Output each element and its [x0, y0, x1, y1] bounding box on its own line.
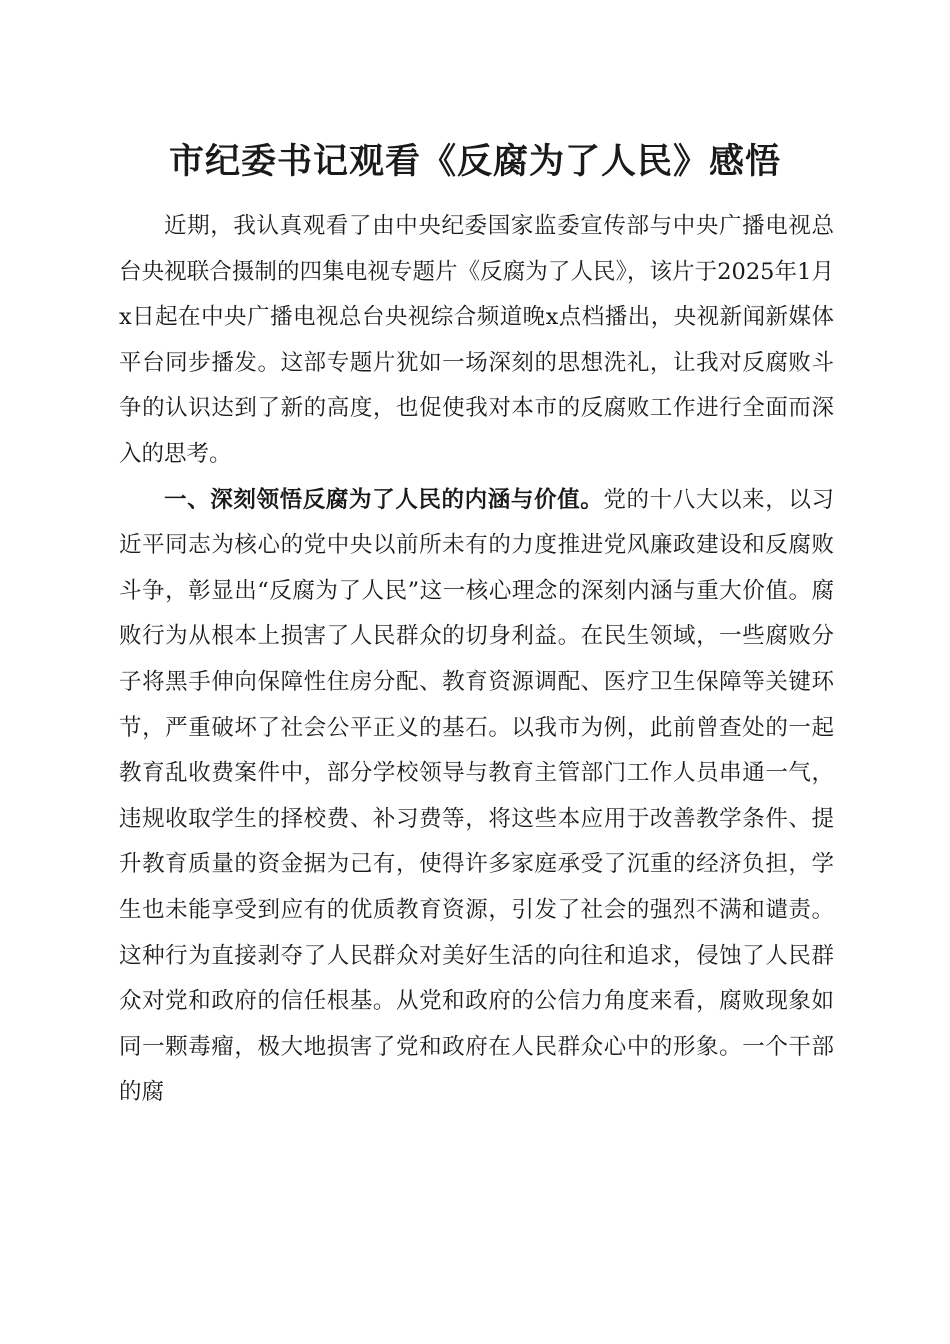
- section-one-paragraph: [119, 478, 834, 1116]
- section-one-heading: 一、深刻领悟反腐为了人民的内涵与价值。: [164, 486, 604, 513]
- document-title: 市纪委书记观看《反腐为了人民》感悟: [168, 141, 781, 182]
- document-body: [119, 204, 834, 1116]
- intro-paragraph-text: 近期，我认真观看了由中央纪委国家监委宣传部与中央广播电视总台央视联合摄制的四集电视专题片《反腐为了人民》，该片于2025年1月x日起在中央广播电视总台央视综合频道晚x点档播出，央视新闻新媒体平台同步播发。这部专题片犹如一场深刻的思想洗礼，让我对反腐败斗争的认识达到了新的高度，也促使我对本市的反腐败工作进行全面而深入的思考。: [119, 213, 834, 467]
- section-one-text: 党的十八大以来，以习近平同志为核心的党中央以前所未有的力度推进党风廉政建设和反腐败斗争，彰显出“反腐为了人民”这一核心理念的深刻内涵与重大价值。腐败行为从根本上损害了人民群众的切身利益。在民生领域，一些腐败分子将黑手伸向保障性住房分配、教育资源调配、医疗卫生保障等关键环节，严重破坏了社会公平正义的基石。以我市为例，此前曾查处的一起教育乱收费案件中，部分学校领导与教育主管部门工作人员串通一气，违规收取学生的择校费、补习费等，将这些本应用于改善教学条件、提升教育质量的资金据为己有，使得许多家庭承受了沉重的经济负担，学生也未能享受到应有的优质教育资源，引发了社会的强烈不满和谴责。这种行为直接剥夺了人民群众对美好生活的向往和追求，侵蚀了人民群众对党和政府的信任根基。从党和政府的公信力角度来看，腐败现象如同一颗毒瘤，极大地损害了党和政府在人民群众心中的形象。一个干部的腐: [119, 486, 834, 1106]
- intro-paragraph: [119, 204, 834, 478]
